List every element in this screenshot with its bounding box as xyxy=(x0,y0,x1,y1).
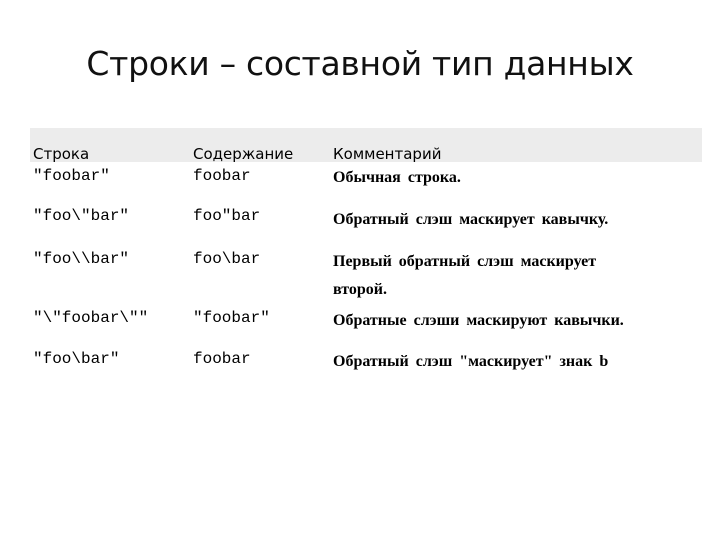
row-content: foo"bar xyxy=(193,207,261,225)
row-literal: "foo\\bar" xyxy=(33,250,130,268)
row-content: foo\bar xyxy=(193,250,261,268)
row-comment: Обычная строка. xyxy=(333,169,461,186)
row-content: foobar xyxy=(193,350,251,368)
row-content: "foobar" xyxy=(193,309,270,327)
row-literal: "foobar" xyxy=(33,167,110,185)
row-literal: "foo\"bar" xyxy=(33,207,130,225)
row-literal: "foo\bar" xyxy=(33,350,120,368)
header-string: Строка xyxy=(33,145,90,163)
slide-title: Строки – составной тип данных xyxy=(86,44,634,83)
header-comment: Комментарий xyxy=(333,145,442,163)
row-comment: Обратный слэш маскирует кавычку. xyxy=(333,211,609,228)
row-comment-continuation: второй. xyxy=(333,281,388,298)
row-comment: Обратные слэши маскируют кавычки. xyxy=(333,312,624,329)
row-literal: "\"foobar\"" xyxy=(33,309,149,327)
header-content: Содержание xyxy=(193,145,294,163)
row-comment: Первый обратный слэш маскирует xyxy=(333,253,597,270)
row-content: foobar xyxy=(193,167,251,185)
row-comment: Обратный слэш "маскирует" знак b xyxy=(333,353,609,370)
